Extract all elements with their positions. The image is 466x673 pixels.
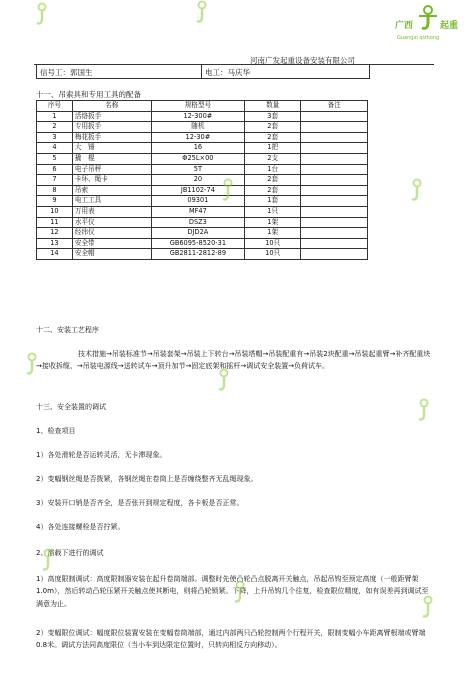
section-13-title: 十三、安全装置的调试 (36, 403, 106, 411)
table-cell: 10只 (245, 249, 301, 260)
height-limit-paragraph: 1）高度限制调试：高度限制器安装在起升卷筒端部。调整时先使凸轮凸点脱离开关触点，吊起吊钩至预定高度（一般距臂架1.0m），然后转动凸轮压紧开关触点使其断电，则将凸轮锁紧。下降，上升吊钩几个往复，检查限位精度，如有误差再到调试至满意为止。 (36, 575, 429, 608)
table-cell: 10只 (245, 238, 301, 249)
table-cell: DSZ3 (151, 217, 244, 228)
table-row (37, 185, 368, 196)
table-cell: 1只 (245, 206, 301, 217)
table-row (37, 238, 368, 249)
table-cell: 随机 (151, 122, 244, 133)
table-cell: GB6095-8520-31 (151, 238, 244, 249)
watermark-logo (30, 2, 76, 42)
table-cell: 1把 (245, 143, 301, 154)
table-cell: 6 (37, 164, 73, 175)
electrician-label: 电工：马庆华 (205, 68, 250, 77)
table-cell: 电子吊秤 (72, 164, 151, 175)
table-cell: 10 (37, 206, 73, 217)
table-cell: 万用表 (72, 206, 151, 217)
table-cell: 4 (37, 143, 73, 154)
table-cell (301, 228, 368, 239)
table-cell: 大 锤 (72, 143, 151, 154)
table-cell (301, 206, 368, 217)
crane-hook-icon (34, 2, 50, 28)
table-cell: 7 (37, 175, 73, 186)
table-row (37, 217, 368, 228)
table-cell: 安全带 (72, 238, 151, 249)
col-header: 规格型号 (151, 101, 244, 112)
watermark-logo (190, 0, 236, 40)
brand-logo (395, 4, 461, 46)
table-cell: 活络扳手 (72, 111, 151, 122)
crane-hook-icon (413, 4, 443, 34)
watermark-logo (228, 580, 274, 620)
crane-hook-icon (220, 178, 236, 204)
table-cell (301, 111, 368, 122)
check-item: 1）各处滑轮是否运转灵活，无卡滞现象。 (36, 451, 167, 459)
table-cell (301, 122, 368, 133)
table-cell (301, 164, 368, 175)
check-item: 4）各处连接螺栓是否拧紧。 (36, 523, 125, 531)
table-row (37, 175, 368, 186)
table-cell: GB2811-2812-89 (151, 249, 244, 260)
section-12-title: 十二、安装工艺程序 (36, 326, 99, 334)
table-cell: 11 (37, 217, 73, 228)
tools-table (36, 100, 368, 260)
table-cell: 2套 (245, 122, 301, 133)
table-cell: MF47 (151, 206, 244, 217)
table-cell: 12-300# (151, 111, 244, 122)
table-cell: 3 (37, 132, 73, 143)
table-row (37, 164, 368, 175)
col-header: 序号 (37, 101, 73, 112)
table-cell: 2套 (245, 185, 301, 196)
crane-hook-icon (420, 595, 436, 621)
table-cell: 撬 棍 (72, 153, 151, 164)
watermark-logo (212, 368, 258, 408)
watermark-logo (36, 548, 82, 588)
crane-hook-icon (24, 352, 40, 378)
crane-hook-icon (416, 398, 432, 424)
table-cell: 09301 (151, 196, 244, 207)
table-cell (301, 196, 368, 207)
table-cell: DJD2A (151, 228, 244, 239)
table-cell: 1架 (245, 217, 301, 228)
logo-text-right: 起重 (440, 21, 459, 31)
crane-hook-icon (232, 580, 248, 606)
col-header: 数量 (245, 101, 301, 112)
table-cell: 20 (151, 175, 244, 186)
table-cell: 3套 (245, 111, 301, 122)
table-cell: 2套 (245, 175, 301, 186)
crane-hook-icon (216, 368, 232, 394)
table-cell: 16 (151, 143, 244, 154)
luffing-limit-paragraph: 2）变幅限位调试：幅度限位装置安装在变幅卷筒端部，通过内部两只凸轮控制两个行程开关，限制变幅小车距离臂根端或臂端0.8米。调试方法同高度限位（当小车到达限定位置时，只转向相反方向移动）。 (36, 629, 426, 650)
table-cell: 2套 (245, 132, 301, 143)
table-cell: 5T (151, 164, 244, 175)
table-row (37, 249, 368, 260)
table-cell: 8 (37, 185, 73, 196)
table-cell: Φ25L×00 (151, 153, 244, 164)
crane-hook-icon (409, 178, 425, 204)
table-row (37, 153, 368, 164)
table-cell: 水平仪 (72, 217, 151, 228)
table-header-row (37, 101, 368, 112)
table-cell (301, 249, 368, 260)
section-12-body: 技术措施→吊装标准节→吊装套架→吊装上下转台→吊装塔帽→吊装配重有→吊装2块配重→吊装起重臂→补齐配重块→接收拆缆、→吊装电源线→送转试车→顶升加节→固定底架和摇杆→调试安全装置→负荷试车。 (36, 350, 431, 371)
table-cell: 2 (37, 122, 73, 133)
load-test-subtitle: 2、需载下进行的调试 (36, 549, 104, 557)
check-item: 2）变幅钢丝绳是否拨紧，各钢丝绳在卷筒上是否缠绕整齐无乱绳现象。 (36, 475, 258, 483)
table-row (37, 132, 368, 143)
watermark-logo (405, 178, 451, 218)
checks-subtitle: 1、检查项目 (36, 427, 76, 435)
table-cell (301, 132, 368, 143)
crane-hook-icon (40, 548, 56, 574)
table-cell: 专用扳手 (72, 122, 151, 133)
table-cell: 1 (37, 111, 73, 122)
table-cell: 吊索 (72, 185, 151, 196)
watermark-logo (412, 398, 458, 438)
signer-label: 信号工：郭国生 (40, 68, 93, 77)
watermark-logo (416, 595, 462, 635)
logo-subtext: Guangxi qizhong (397, 35, 440, 41)
table-cell (301, 175, 368, 186)
table-cell: 13 (37, 238, 73, 249)
table-cell (301, 143, 368, 154)
crane-hook-icon (194, 0, 210, 26)
table-cell: 14 (37, 249, 73, 260)
table-cell (301, 238, 368, 249)
table-cell: 1套 (245, 196, 301, 207)
table-cell: 梅花扳手 (72, 132, 151, 143)
table-row (37, 111, 368, 122)
col-header: 备注 (301, 101, 368, 112)
logo-text-left: 广西 (395, 21, 414, 31)
table-cell: 1台 (245, 164, 301, 175)
table-cell (301, 185, 368, 196)
table-row (37, 196, 368, 207)
table-cell: 9 (37, 196, 73, 207)
table-row (37, 228, 368, 239)
check-item: 3）安装开口销是否齐全，是否张开到规定程度，各卡板是否正常。 (36, 499, 244, 507)
table-cell: JB1102-74 (151, 185, 244, 196)
table-cell (301, 217, 368, 228)
table-row (37, 122, 368, 133)
signature-row (36, 64, 370, 79)
table-cell: 12-30# (151, 132, 244, 143)
col-header: 名称 (72, 101, 151, 112)
table-cell: 1架 (245, 228, 301, 239)
watermark-logo (20, 352, 66, 392)
section-11-title: 十一、吊索具和专用工具的配备 (36, 90, 141, 99)
table-cell: 电工工具 (72, 196, 151, 207)
company-name: 河南广发起重设备安装有限公司 (250, 56, 355, 65)
table-cell: 经纬仪 (72, 228, 151, 239)
table-cell: 2支 (245, 153, 301, 164)
table-cell (301, 153, 368, 164)
table-cell: 卡环、绳卡 (72, 175, 151, 186)
table-cell: 12 (37, 228, 73, 239)
table-row (37, 206, 368, 217)
table-cell: 安全帽 (72, 249, 151, 260)
watermark-logo (216, 178, 262, 218)
table-cell: 5 (37, 153, 73, 164)
table-row (37, 143, 368, 154)
